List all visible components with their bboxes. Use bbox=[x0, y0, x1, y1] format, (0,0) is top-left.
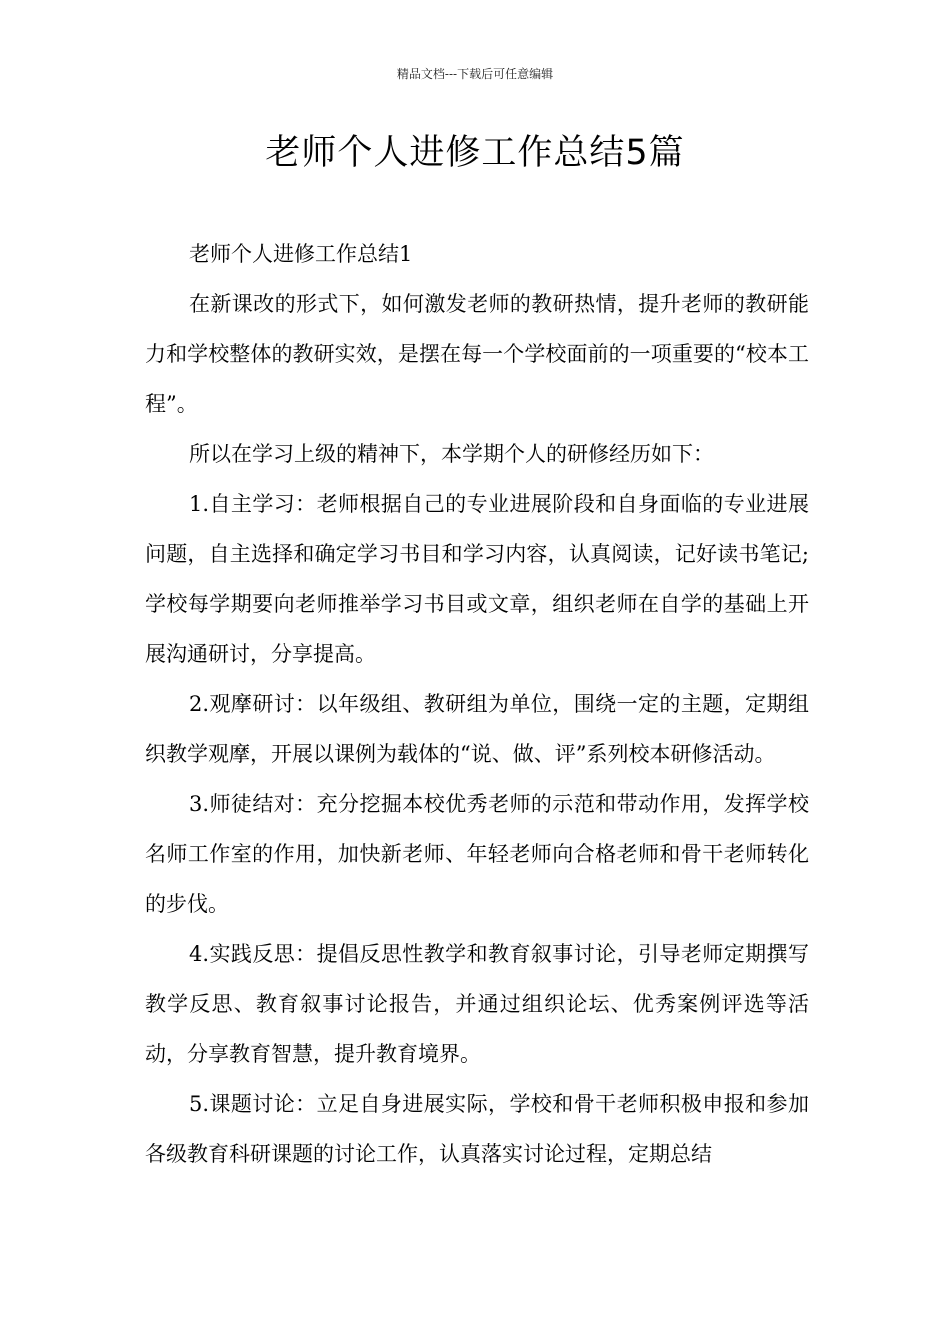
paragraph: 5.课题讨论：立足自身进展实际，学校和骨干老师积极申报和参加各级教育科研课题的讨论工作，认真落实讨论过程，定期总结 bbox=[145, 1092, 809, 1166]
paragraph: 1.自主学习：老师根据自己的专业进展阶段和自身面临的专业进展问题，自主选择和确定学习书目和学习内容，认真阅读，记好读书笔记;学校每学期要向老师推举学习书目或文章，组织老师在自学的基础上开展沟通研讨，分享提高。 bbox=[145, 492, 809, 666]
paragraph: 所以在学习上级的精神下，本学期个人的研修经历如下： bbox=[189, 442, 714, 466]
header-note: 精品文档---下载后可任意编辑 bbox=[396, 67, 554, 81]
paragraph: 2.观摩研讨：以年级组、教研组为单位，围绕一定的主题，定期组织教学观摩，开展以课例为载体的“说、做、评”系列校本研修活动。 bbox=[145, 692, 809, 766]
document-body bbox=[145, 229, 809, 1179]
paragraph: 3.师徒结对：充分挖掘本校优秀老师的示范和带动作用，发挥学校名师工作室的作用，加快新老师、年轻老师向合格老师和骨干老师转化的步伐。 bbox=[145, 792, 809, 916]
paragraph: 在新课改的形式下，如何激发老师的教研热情，提升老师的教研能力和学校整体的教研实效，是摆在每一个学校面前的一项重要的“校本工程”。 bbox=[145, 292, 809, 416]
section-heading: 老师个人进修工作总结1 bbox=[189, 242, 413, 266]
document-title: 老师个人进修工作总结5篇 bbox=[265, 133, 685, 173]
paragraph: 4.实践反思：提倡反思性教学和教育叙事讨论，引导老师定期撰写教学反思、教育叙事讨论报告，并通过组织论坛、优秀案例评选等活动，分享教育智慧，提升教育境界。 bbox=[145, 942, 809, 1066]
